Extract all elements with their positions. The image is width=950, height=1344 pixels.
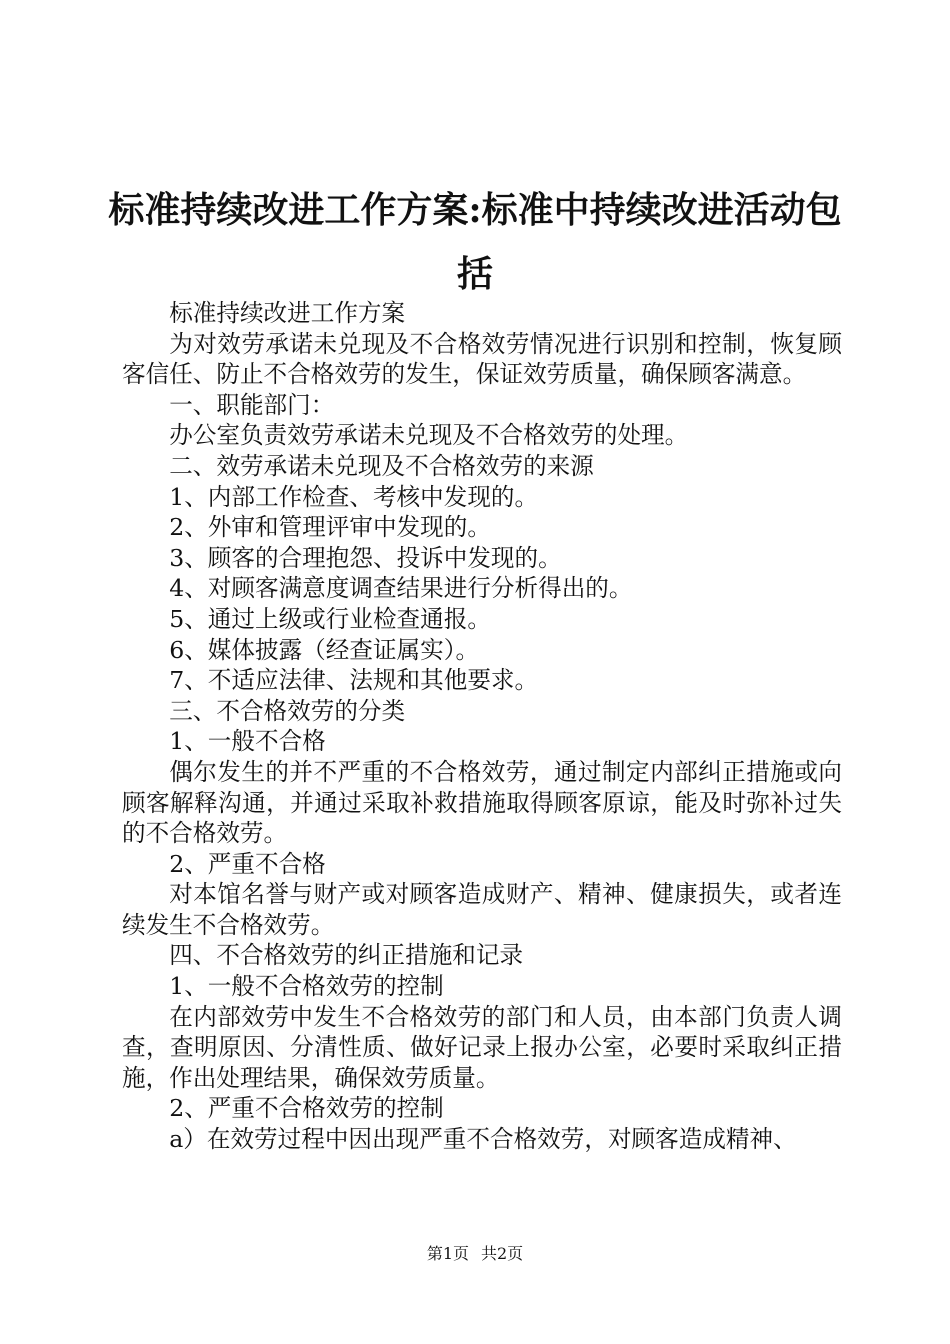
document-title: 标准持续改进工作方案:标准中持续改进活动包括 [108, 189, 842, 295]
list-item: 1、内部工作检查、考核中发现的。 [169, 482, 539, 511]
paragraph: a）在效劳过程中因出现严重不合格效劳，对顾客造成精神、 [169, 1125, 797, 1154]
paragraph: 为对效劳承诺未兑现及不合格效劳情况进行识别和控制，恢复顾客信任、防止不合格效劳的发生，保证效劳质量，确保顾客满意。 [122, 329, 842, 389]
list-item: 7、不适应法律、法规和其他要求。 [169, 666, 539, 695]
paragraph: 标准持续改进工作方案 [169, 299, 406, 327]
paragraph: 对本馆名誉与财产或对顾客造成财产、精神、健康损失，或者连续发生不合格效劳。 [122, 880, 842, 939]
section-heading: 二、效劳承诺未兑现及不合格效劳的来源 [169, 451, 594, 480]
list-item: 5、通过上级或行业检查通报。 [169, 604, 491, 633]
paragraph: 在内部效劳中发生不合格效劳的部门和人员，由本部门负责人调查，查明原因、分清性质、做好记录上报办公室，必要时采取纠正措施，作出处理结果，确保效劳质量。 [122, 1002, 842, 1092]
list-item: 4、对顾客满意度调查结果进行分析得出的。 [169, 574, 633, 603]
section-heading: 一、职能部门： [169, 390, 335, 419]
subsection-heading: 1、一般不合格 [169, 727, 326, 756]
subsection-heading: 2、严重不合格 [169, 849, 326, 878]
section-heading: 四、不合格效劳的纠正措施和记录 [169, 941, 524, 970]
list-item: 3、顾客的合理抱怨、投诉中发现的。 [169, 543, 562, 572]
list-item: 6、媒体披露（经查证属实）。 [169, 635, 480, 664]
subsection-heading: 1、一般不合格效劳的控制 [169, 972, 444, 1001]
page-footer [0, 1244, 950, 1264]
list-item: 2、外审和管理评审中发现的。 [169, 513, 491, 542]
page-number: 第1页 [426, 1244, 469, 1263]
section-heading: 三、不合格效劳的分类 [169, 696, 406, 725]
paragraph: 偶尔发生的并不严重的不合格效劳，通过制定内部纠正措施或向顾客解释沟通，并通过采取补救措施取得顾客原谅，能及时弥补过失的不合格效劳。 [122, 757, 842, 848]
document-body [122, 298, 842, 1155]
page-total: 共2页 [481, 1244, 524, 1263]
subsection-heading: 2、严重不合格效劳的控制 [169, 1094, 444, 1123]
paragraph: 办公室负责效劳承诺未兑现及不合格效劳的处理。 [169, 421, 689, 450]
